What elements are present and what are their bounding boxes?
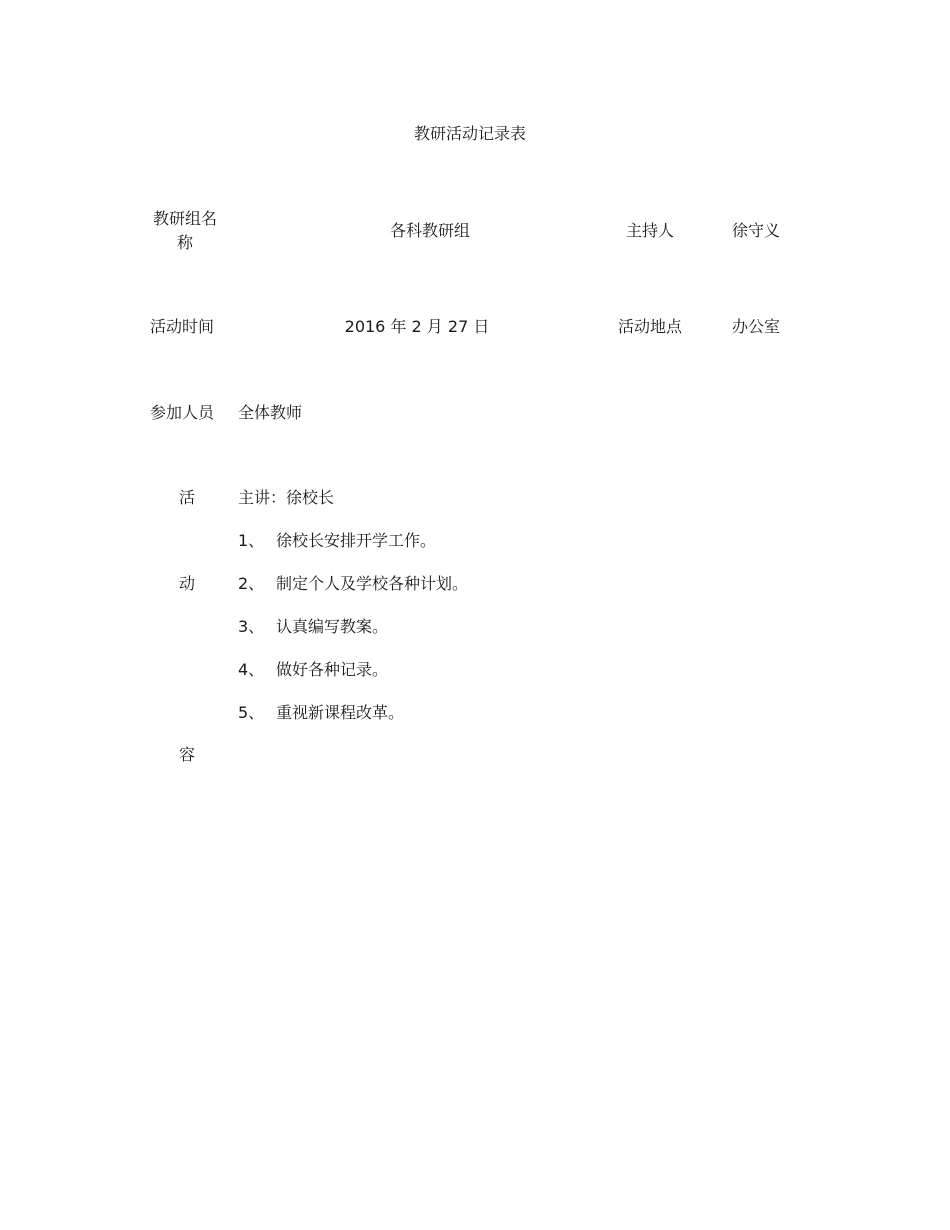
content-label-char: 动	[178, 574, 195, 593]
host-label: 主持人	[625, 221, 674, 240]
content-item-text: 徐校长安排开学工作。	[276, 531, 437, 550]
activity-place-label: 活动地点	[617, 317, 682, 336]
content-label-char: 活	[178, 488, 195, 507]
participants-value: 全体教师	[238, 403, 303, 422]
content-item-text: 制定个人及学校各种计划。	[276, 574, 469, 593]
group-name-label-line2: 称	[176, 233, 193, 252]
content-item-number: 4、	[238, 660, 265, 679]
participants-label: 参加人员	[150, 403, 215, 422]
content-item-number: 3、	[238, 617, 265, 636]
activity-time-value: 2016 年 2 月 27 日	[344, 317, 490, 336]
content-item-number: 1、	[238, 531, 265, 550]
content-speaker: 主讲：徐校长	[238, 488, 335, 507]
group-name-value: 各科教研组	[389, 221, 470, 240]
content-item-text: 重视新课程改革。	[276, 703, 405, 722]
content-label-char: 容	[178, 745, 195, 764]
host-value: 徐守义	[731, 221, 780, 240]
content-item-number: 2、	[238, 574, 265, 593]
content-item-number: 5、	[238, 703, 265, 722]
content-item-text: 认真编写教案。	[276, 617, 389, 636]
group-name-label-line1: 教研组名	[152, 209, 217, 228]
document-title: 教研活动记录表	[413, 124, 526, 143]
activity-time-label: 活动时间	[150, 317, 215, 336]
activity-place-value: 办公室	[731, 317, 780, 336]
content-item-text: 做好各种记录。	[276, 660, 389, 679]
